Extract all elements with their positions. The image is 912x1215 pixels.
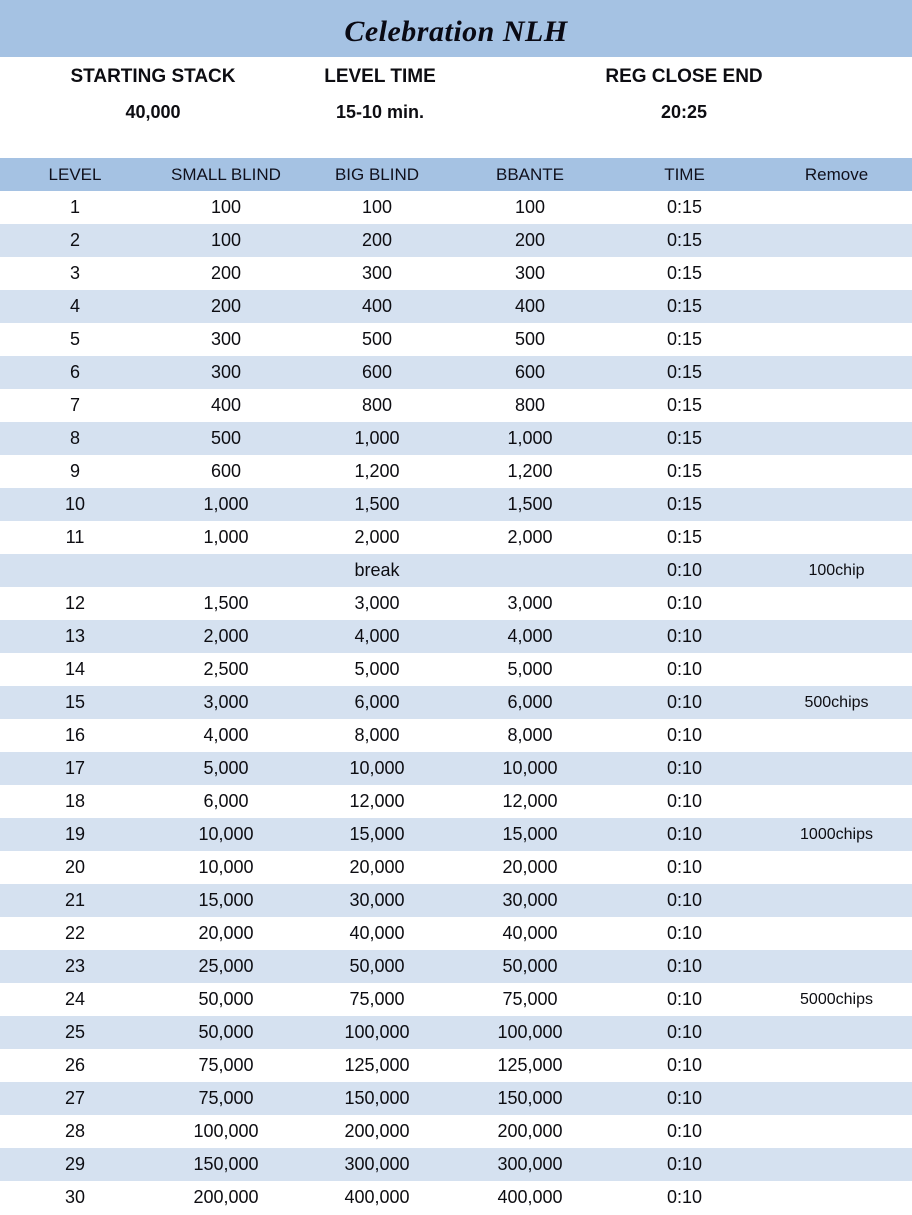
- small-blind-cell: 6,000: [203, 791, 249, 811]
- remove-cell: [761, 620, 912, 653]
- bbante-cell: 30,000: [502, 890, 558, 910]
- small-blind-cell: 200: [210, 263, 242, 283]
- small-blind-cell: 50,000: [198, 989, 254, 1009]
- header-row: [0, 158, 912, 191]
- time-cell: 0:10: [666, 626, 703, 646]
- level-cell: 13: [64, 626, 86, 646]
- table-row: [0, 488, 912, 521]
- bbante-cell: 4,000: [507, 626, 553, 646]
- small-blind-cell: 300: [210, 329, 242, 349]
- big-blind-cell: 75,000: [349, 989, 405, 1009]
- bbante-cell: 150,000: [497, 1088, 563, 1108]
- bbante-cell: 12,000: [502, 791, 558, 811]
- column-header-remove: Remove: [761, 158, 912, 191]
- level-cell: 25: [64, 1022, 86, 1042]
- big-blind-cell: 4,000: [354, 626, 400, 646]
- starting-stack-value: 40,000: [125, 102, 181, 122]
- big-blind-cell: 300: [361, 263, 393, 283]
- table-row: [0, 818, 912, 851]
- big-blind-cell: 100: [361, 197, 393, 217]
- table-header: [0, 158, 912, 191]
- table-row: [0, 1115, 912, 1148]
- small-blind-cell: 150,000: [193, 1154, 259, 1174]
- remove-cell: [761, 950, 912, 983]
- time-cell: 0:10: [666, 989, 703, 1009]
- small-blind-cell: 2,000: [203, 626, 249, 646]
- time-cell: 0:10: [666, 824, 703, 844]
- time-cell: 0:15: [666, 296, 703, 316]
- big-blind-cell: 30,000: [349, 890, 405, 910]
- level-cell: 29: [64, 1154, 86, 1174]
- table-row: [0, 719, 912, 752]
- big-blind-cell: break: [354, 560, 400, 580]
- time-cell: 0:10: [666, 1022, 703, 1042]
- remove-cell: [761, 1115, 912, 1148]
- level-cell: 28: [64, 1121, 86, 1141]
- big-blind-cell: 125,000: [344, 1055, 410, 1075]
- bbante-cell: 1,500: [507, 494, 553, 514]
- table-row: [0, 917, 912, 950]
- level-cell: 6: [69, 362, 80, 382]
- time-cell: 0:10: [666, 923, 703, 943]
- bbante-cell: 3,000: [507, 593, 553, 613]
- blind-structure-table: [0, 158, 912, 1214]
- info-level-time: [280, 57, 480, 123]
- column-header-big-blind: BIG BLIND: [302, 158, 452, 191]
- remove-cell: [761, 389, 912, 422]
- time-cell: 0:15: [666, 230, 703, 250]
- bbante-cell: 5,000: [507, 659, 553, 679]
- remove-cell: [761, 752, 912, 785]
- big-blind-cell: 10,000: [349, 758, 405, 778]
- table-row: [0, 1049, 912, 1082]
- remove-cell: [761, 356, 912, 389]
- level-time-label: LEVEL TIME: [324, 66, 436, 87]
- big-blind-cell: 1,000: [354, 428, 400, 448]
- time-cell: 0:15: [666, 197, 703, 217]
- table-row: [0, 389, 912, 422]
- remove-cell: [761, 224, 912, 257]
- big-blind-cell: 200: [361, 230, 393, 250]
- big-blind-cell: 600: [361, 362, 393, 382]
- time-cell: 0:15: [666, 395, 703, 415]
- small-blind-cell: 50,000: [198, 1022, 254, 1042]
- time-cell: 0:10: [666, 857, 703, 877]
- small-blind-cell: 15,000: [198, 890, 254, 910]
- level-cell: 9: [69, 461, 80, 481]
- level-cell: 16: [64, 725, 86, 745]
- bbante-cell: 400: [514, 296, 546, 316]
- bbante-cell: 200: [514, 230, 546, 250]
- title-band: [0, 0, 912, 57]
- bbante-cell: 100: [514, 197, 546, 217]
- table-row: [0, 521, 912, 554]
- bbante-cell: 10,000: [502, 758, 558, 778]
- time-cell: 0:10: [666, 758, 703, 778]
- small-blind-cell: 1,500: [203, 593, 249, 613]
- small-blind-cell: 3,000: [203, 692, 249, 712]
- time-cell: 0:10: [666, 1055, 703, 1075]
- level-cell: 20: [64, 857, 86, 877]
- big-blind-cell: 6,000: [354, 692, 400, 712]
- small-blind-cell: 200: [210, 296, 242, 316]
- remove-cell: 500chips: [804, 693, 869, 711]
- time-cell: 0:10: [666, 1154, 703, 1174]
- reg-close-end-value: 20:25: [660, 102, 708, 122]
- small-blind-cell: 300: [210, 362, 242, 382]
- level-cell: 21: [64, 890, 86, 910]
- time-cell: 0:15: [666, 428, 703, 448]
- table-row: [0, 851, 912, 884]
- remove-cell: [761, 521, 912, 554]
- tournament-info-section: [0, 57, 912, 158]
- big-blind-cell: 12,000: [349, 791, 405, 811]
- big-blind-cell: 3,000: [354, 593, 400, 613]
- small-blind-cell: [150, 554, 302, 587]
- big-blind-cell: 40,000: [349, 923, 405, 943]
- table-row: [0, 290, 912, 323]
- big-blind-cell: 5,000: [354, 659, 400, 679]
- small-blind-cell: 75,000: [198, 1088, 254, 1108]
- table-row: [0, 224, 912, 257]
- small-blind-cell: 200,000: [193, 1187, 259, 1207]
- table-row: [0, 191, 912, 224]
- big-blind-cell: 8,000: [354, 725, 400, 745]
- remove-cell: [761, 455, 912, 488]
- level-time-value: 15-10 min.: [335, 102, 425, 122]
- level-cell: 30: [64, 1187, 86, 1207]
- table-row: [0, 554, 912, 587]
- time-cell: 0:10: [666, 1187, 703, 1207]
- level-cell: 5: [69, 329, 80, 349]
- level-cell: [0, 554, 150, 587]
- time-cell: 0:10: [666, 725, 703, 745]
- time-cell: 0:10: [666, 560, 703, 580]
- big-blind-cell: 20,000: [349, 857, 405, 877]
- big-blind-cell: 2,000: [354, 527, 400, 547]
- remove-cell: 1000chips: [800, 825, 873, 843]
- remove-cell: [761, 785, 912, 818]
- remove-cell: [761, 587, 912, 620]
- remove-cell: [761, 257, 912, 290]
- remove-cell: 100chip: [808, 561, 865, 579]
- time-cell: 0:15: [666, 329, 703, 349]
- big-blind-cell: 800: [361, 395, 393, 415]
- big-blind-cell: 150,000: [344, 1088, 410, 1108]
- column-header-time: TIME: [608, 158, 761, 191]
- bbante-cell: 300: [514, 263, 546, 283]
- bbante-cell: 300,000: [497, 1154, 563, 1174]
- time-cell: 0:10: [666, 956, 703, 976]
- time-cell: 0:15: [666, 461, 703, 481]
- level-cell: 19: [64, 824, 86, 844]
- time-cell: 0:10: [666, 593, 703, 613]
- small-blind-cell: 500: [210, 428, 242, 448]
- table-row: [0, 587, 912, 620]
- time-cell: 0:15: [666, 527, 703, 547]
- time-cell: 0:15: [666, 494, 703, 514]
- level-cell: 1: [69, 197, 80, 217]
- table-row: [0, 455, 912, 488]
- small-blind-cell: 4,000: [203, 725, 249, 745]
- bbante-cell: 400,000: [497, 1187, 563, 1207]
- bbante-cell: 15,000: [502, 824, 558, 844]
- column-header-bbante: BBANTE: [452, 158, 608, 191]
- big-blind-cell: 300,000: [344, 1154, 410, 1174]
- small-blind-cell: 25,000: [198, 956, 254, 976]
- time-cell: 0:10: [666, 1088, 703, 1108]
- remove-cell: [761, 884, 912, 917]
- remove-cell: [761, 1049, 912, 1082]
- level-cell: 12: [64, 593, 86, 613]
- table-row: [0, 884, 912, 917]
- level-cell: 8: [69, 428, 80, 448]
- level-cell: 2: [69, 230, 80, 250]
- bbante-cell: 200,000: [497, 1121, 563, 1141]
- level-cell: 27: [64, 1088, 86, 1108]
- table-row: [0, 1181, 912, 1214]
- time-cell: 0:10: [666, 890, 703, 910]
- time-cell: 0:10: [666, 791, 703, 811]
- bbante-cell: 125,000: [497, 1055, 563, 1075]
- bbante-cell: 500: [514, 329, 546, 349]
- bbante-cell: [452, 554, 608, 587]
- bbante-cell: 100,000: [497, 1022, 563, 1042]
- bbante-cell: 20,000: [502, 857, 558, 877]
- remove-cell: [761, 851, 912, 884]
- remove-cell: [761, 1148, 912, 1181]
- info-starting-stack: [23, 57, 283, 123]
- table-row: [0, 356, 912, 389]
- page-title: Celebration NLH: [344, 14, 568, 48]
- big-blind-cell: 50,000: [349, 956, 405, 976]
- remove-cell: 5000chips: [800, 990, 873, 1008]
- table-row: [0, 950, 912, 983]
- time-cell: 0:10: [666, 692, 703, 712]
- table-row: [0, 983, 912, 1016]
- remove-cell: [761, 191, 912, 224]
- bbante-cell: 40,000: [502, 923, 558, 943]
- big-blind-cell: 15,000: [349, 824, 405, 844]
- level-cell: 11: [65, 527, 85, 547]
- time-cell: 0:10: [666, 1121, 703, 1141]
- time-cell: 0:15: [666, 362, 703, 382]
- big-blind-cell: 200,000: [344, 1121, 410, 1141]
- table-row: [0, 1016, 912, 1049]
- small-blind-cell: 600: [210, 461, 242, 481]
- table-row: [0, 785, 912, 818]
- bbante-cell: 8,000: [507, 725, 553, 745]
- remove-cell: [761, 422, 912, 455]
- big-blind-cell: 1,500: [354, 494, 400, 514]
- level-cell: 24: [64, 989, 86, 1009]
- remove-cell: [761, 323, 912, 356]
- level-cell: 22: [64, 923, 86, 943]
- bbante-cell: 75,000: [502, 989, 558, 1009]
- info-reg-close-end: [554, 57, 814, 123]
- table-row: [0, 1148, 912, 1181]
- starting-stack-label: STARTING STACK: [70, 66, 236, 87]
- table-row: [0, 257, 912, 290]
- table-row: [0, 620, 912, 653]
- level-cell: 23: [64, 956, 86, 976]
- remove-cell: [761, 917, 912, 950]
- remove-cell: [761, 488, 912, 521]
- table-row: [0, 422, 912, 455]
- table-body: [0, 191, 912, 1214]
- level-cell: 14: [64, 659, 86, 679]
- big-blind-cell: 400,000: [344, 1187, 410, 1207]
- level-cell: 10: [64, 494, 86, 514]
- column-header-small-blind: SMALL BLIND: [150, 158, 302, 191]
- bbante-cell: 1,000: [507, 428, 553, 448]
- bbante-cell: 800: [514, 395, 546, 415]
- small-blind-cell: 100,000: [193, 1121, 259, 1141]
- small-blind-cell: 10,000: [198, 857, 254, 877]
- small-blind-cell: 2,500: [203, 659, 249, 679]
- table-row: [0, 686, 912, 719]
- bbante-cell: 600: [514, 362, 546, 382]
- bbante-cell: 2,000: [507, 527, 553, 547]
- bbante-cell: 50,000: [502, 956, 558, 976]
- time-cell: 0:15: [666, 263, 703, 283]
- small-blind-cell: 100: [210, 197, 242, 217]
- small-blind-cell: 1,000: [203, 494, 249, 514]
- small-blind-cell: 5,000: [203, 758, 249, 778]
- table-row: [0, 752, 912, 785]
- small-blind-cell: 75,000: [198, 1055, 254, 1075]
- bbante-cell: 6,000: [507, 692, 553, 712]
- table-row: [0, 1082, 912, 1115]
- level-cell: 26: [64, 1055, 86, 1075]
- level-cell: 7: [69, 395, 80, 415]
- level-cell: 17: [64, 758, 86, 778]
- level-cell: 15: [64, 692, 86, 712]
- remove-cell: [761, 1016, 912, 1049]
- big-blind-cell: 100,000: [344, 1022, 410, 1042]
- big-blind-cell: 1,200: [354, 461, 400, 481]
- remove-cell: [761, 719, 912, 752]
- table-row: [0, 323, 912, 356]
- table-row: [0, 653, 912, 686]
- small-blind-cell: 20,000: [198, 923, 254, 943]
- bbante-cell: 1,200: [507, 461, 553, 481]
- level-cell: 3: [69, 263, 80, 283]
- small-blind-cell: 100: [210, 230, 242, 250]
- small-blind-cell: 1,000: [203, 527, 249, 547]
- remove-cell: [761, 653, 912, 686]
- remove-cell: [761, 290, 912, 323]
- level-cell: 18: [64, 791, 86, 811]
- column-header-level: LEVEL: [0, 158, 150, 191]
- remove-cell: [761, 1082, 912, 1115]
- big-blind-cell: 400: [361, 296, 393, 316]
- time-cell: 0:10: [666, 659, 703, 679]
- level-cell: 4: [69, 296, 80, 316]
- reg-close-end-label: REG CLOSE END: [605, 66, 763, 87]
- big-blind-cell: 500: [361, 329, 393, 349]
- remove-cell: [761, 1181, 912, 1214]
- small-blind-cell: 400: [210, 395, 242, 415]
- small-blind-cell: 10,000: [198, 824, 254, 844]
